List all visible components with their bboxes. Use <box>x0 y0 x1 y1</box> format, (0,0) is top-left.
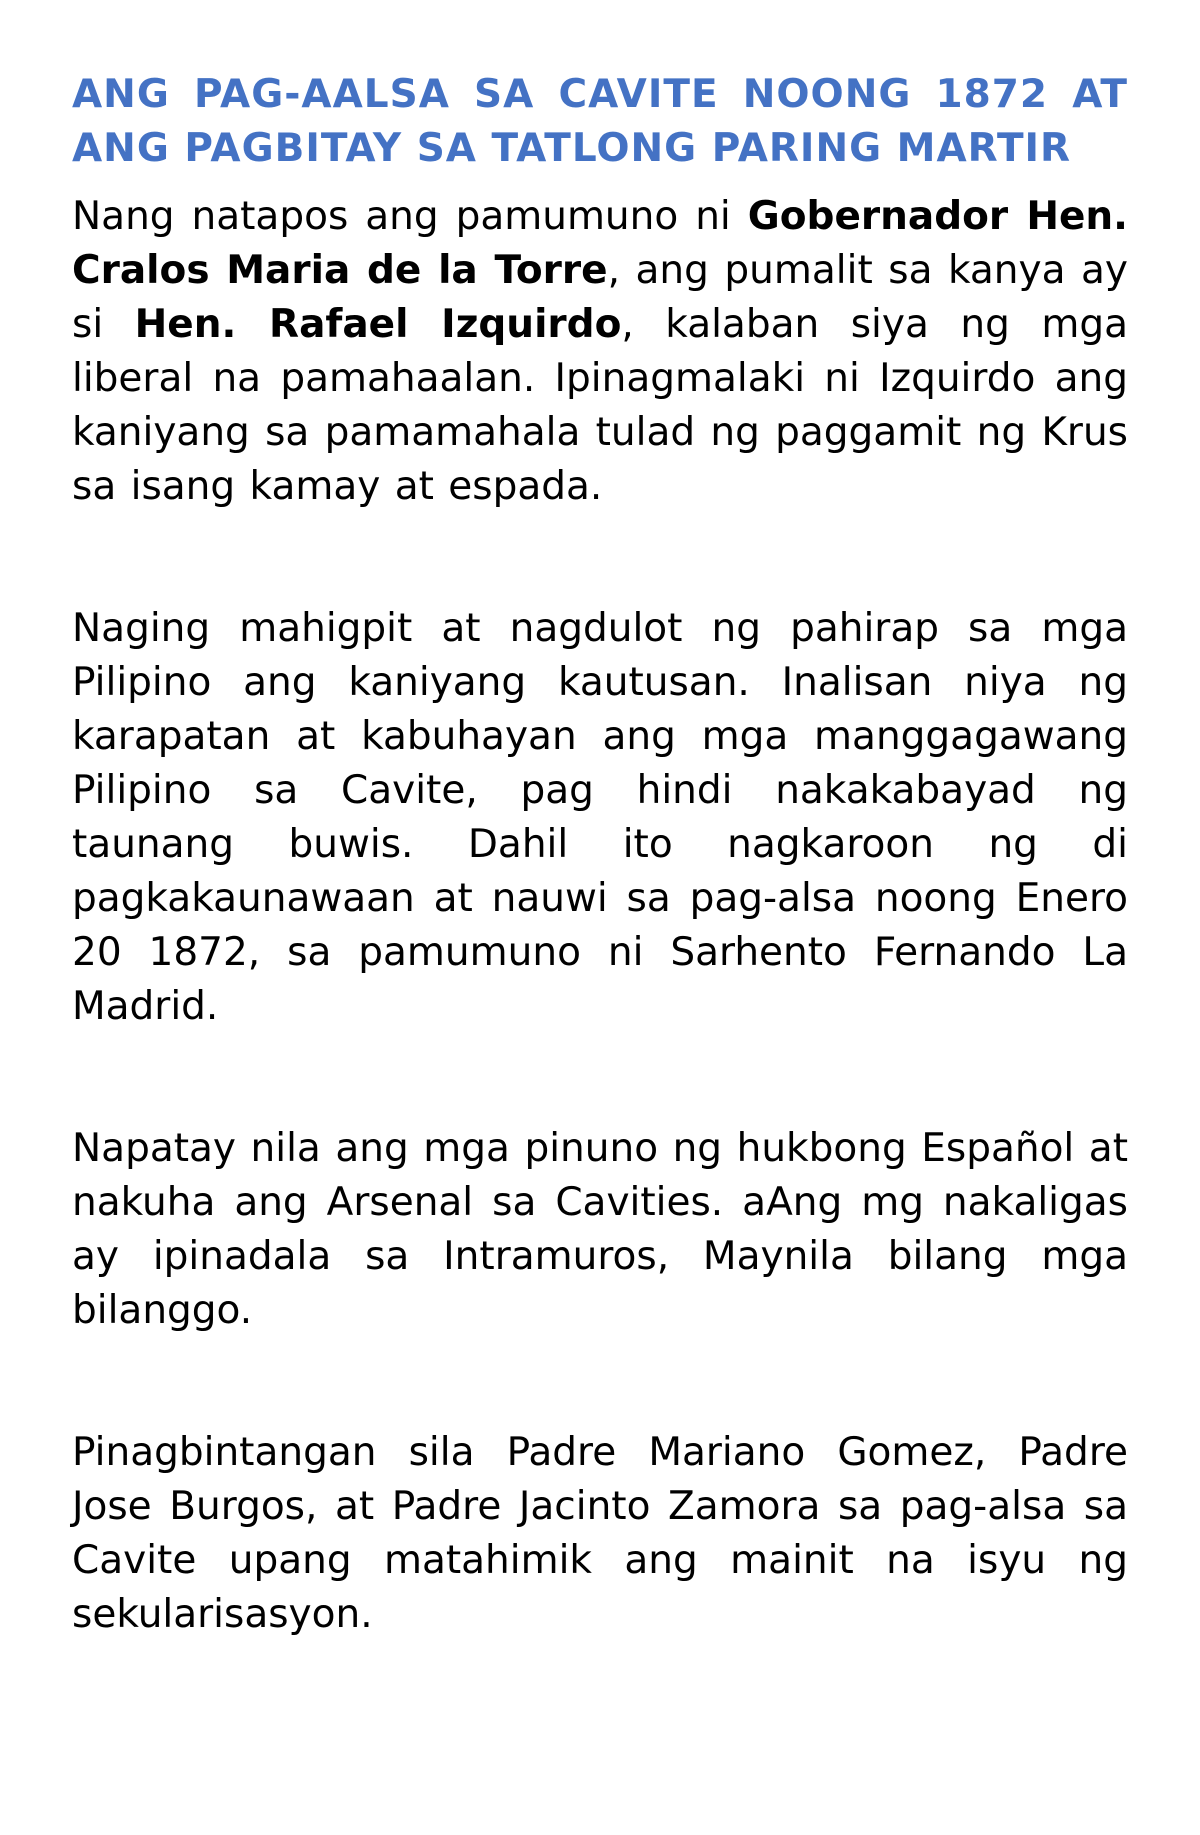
governor-name: Gobernador Hen. Cralos Maria de la Torre <box>72 194 1128 293</box>
paragraph-3: Napatay nila ang mga pinuno ng hukbong Español at nakuha ang Arsenal sa Cavities. aAng mg nakaligas ay ipinadala sa Intramuros, Maynila bilang mga bilanggo. <box>72 1126 1128 1333</box>
paragraph-2: Naging mahigpit at nagdulot ng pahirap sa mga Pilipino ang kaniyang kautusan. Inalisan niya ng karapatan at kabuhayan ang mga manggagawang Pilipino sa Cavite, pag hindi nakakabayad ng taunang buwis. Dahil ito nagkaroon ng di pagkakaunawaan at nauwi sa pag-alsa noong Enero 20 1872, sa pamumuno ni Sarhento Fernando La Madrid. <box>72 606 1128 1029</box>
document-title: ANG PAG-AALSA SA CAVITE NOONG 1872 AT ANG PAGBITAY SA TATLONG PARING MARTIR <box>72 72 1128 171</box>
paragraph-1-text-a: Nang natapos ang pamumuno ni <box>72 194 748 239</box>
paragraph-1-text-c: , kalaban siya ng mga liberal na pamahaalan. Ipinagmalaki ni Izquirdo ang kaniyang sa pamamahala tulad ng paggamit ng Krus sa isang kamay at espada. <box>72 302 1128 509</box>
paragraph-4: Pinagbintangan sila Padre Mariano Gomez, Padre Jose Burgos, at Padre Jacinto Zamora sa pag-alsa sa Cavite upang matahimik ang mainit na isyu ng sekularisasyon. <box>72 1430 1128 1637</box>
paragraph-1-text-b: , ang pumalit sa kanya ay si <box>72 248 1128 347</box>
successor-name: Hen. Rafael Izquirdo <box>134 302 622 347</box>
paragraph-1 <box>72 190 1128 514</box>
document-page <box>72 68 1128 1642</box>
